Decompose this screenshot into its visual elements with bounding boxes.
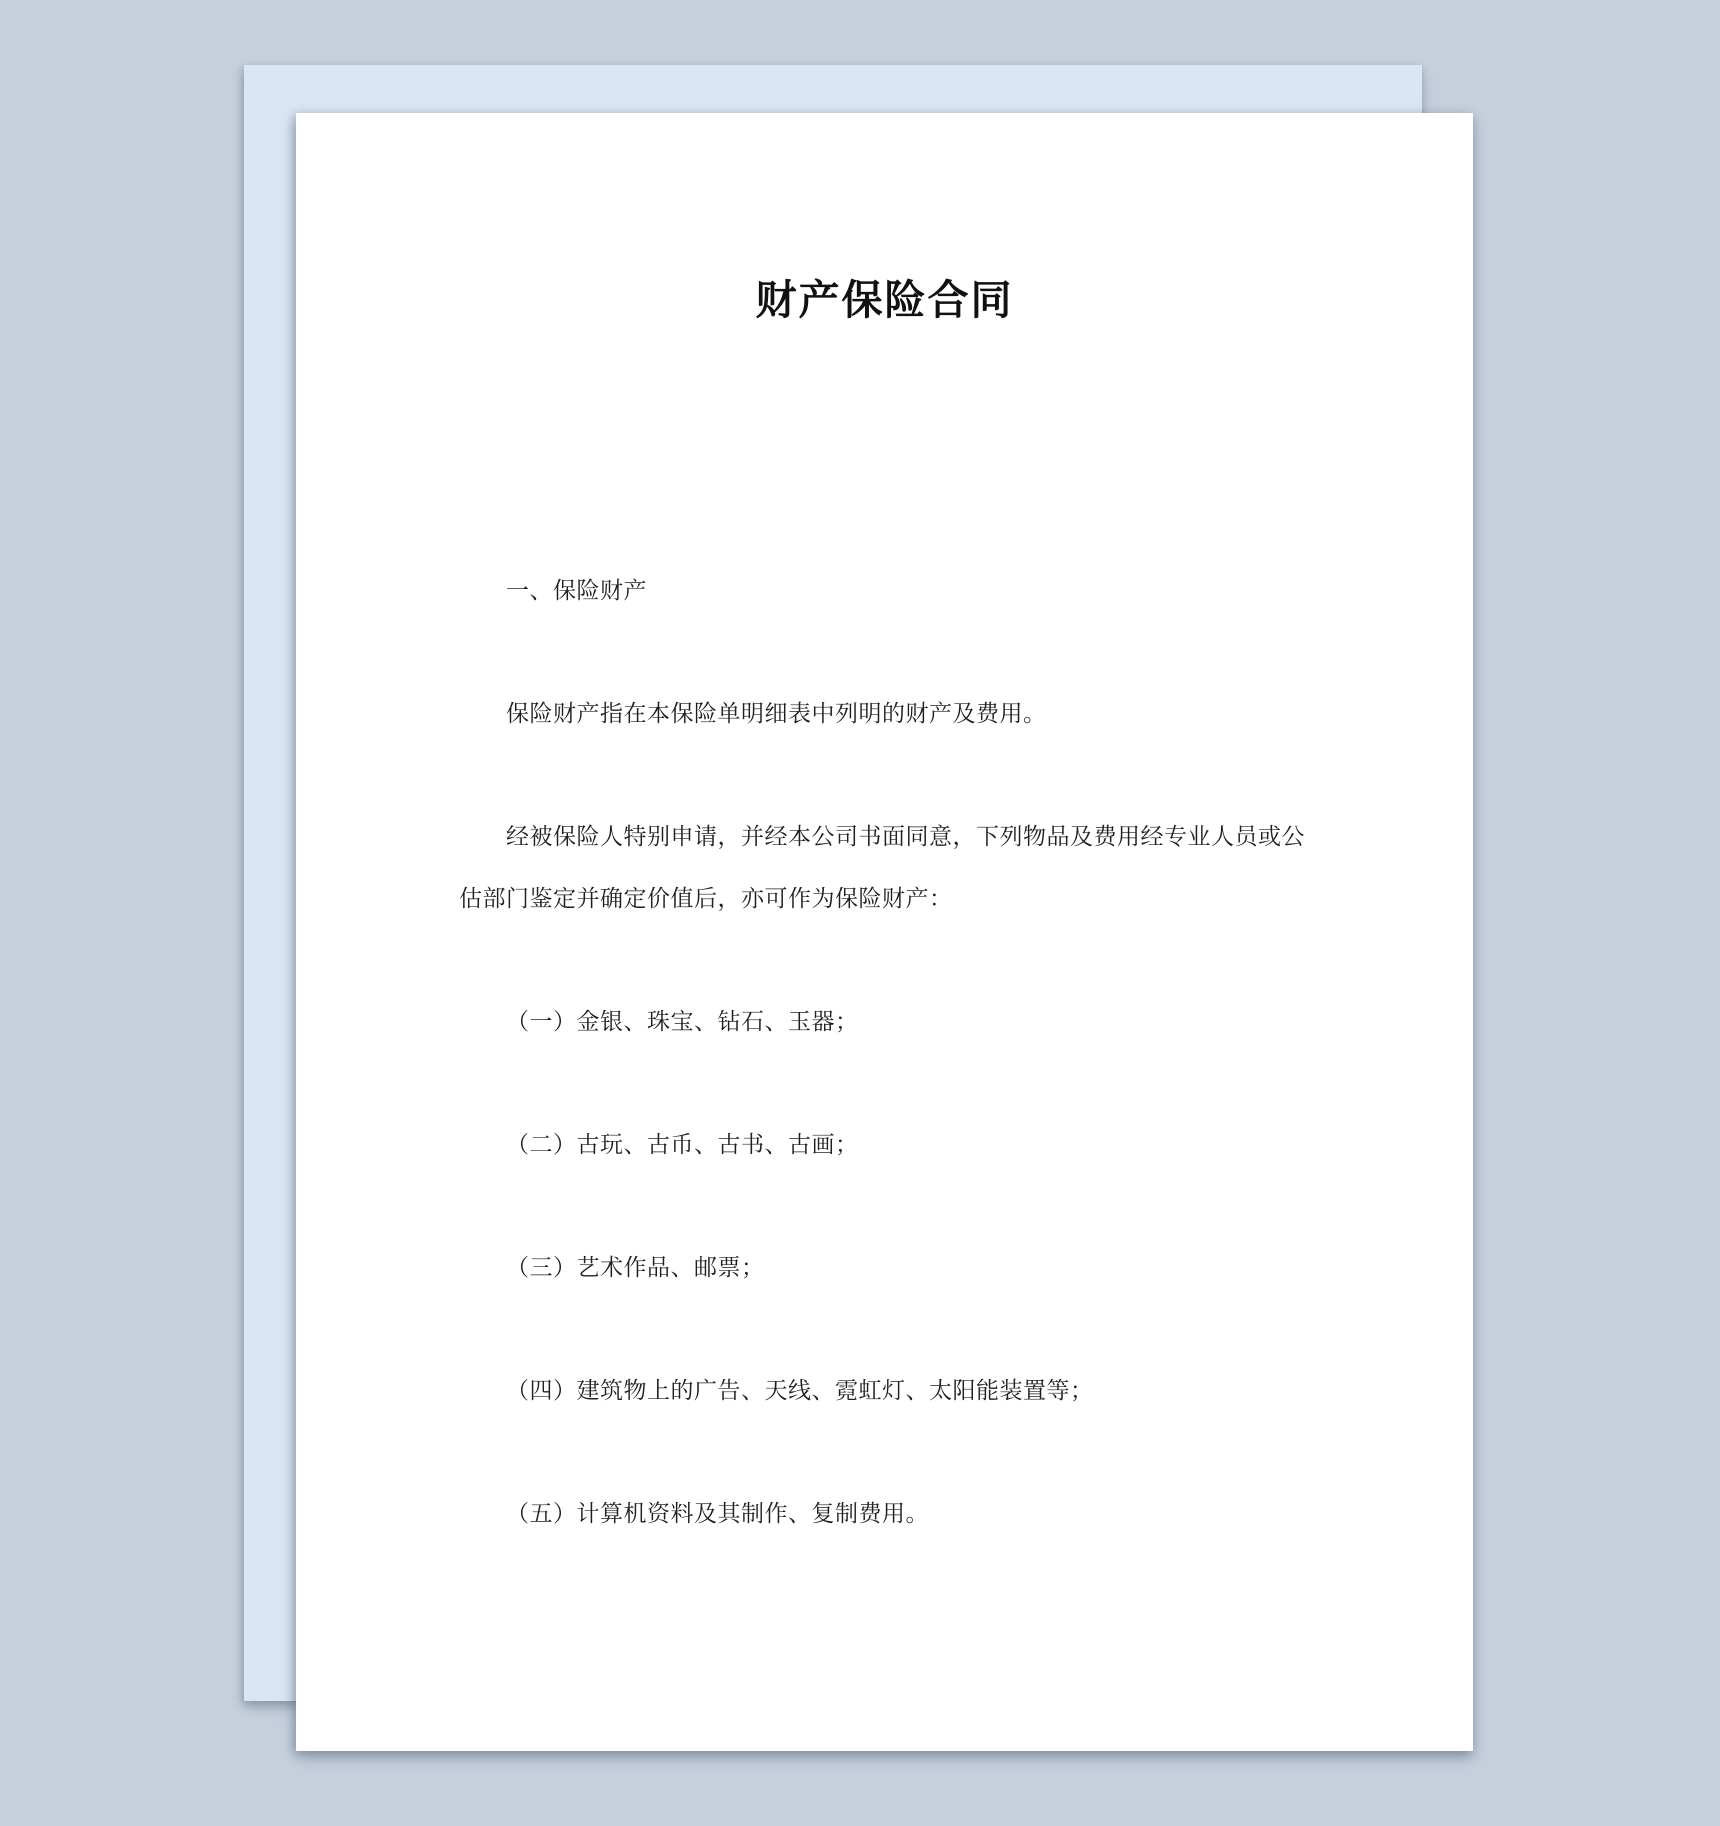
paragraph <box>459 1360 1310 1422</box>
paragraph-line-first: （二）古玩、古币、古书、古画； <box>506 1132 859 1157</box>
document-page <box>296 113 1473 1751</box>
paragraph <box>459 1483 1310 1545</box>
paragraph <box>459 1114 1310 1176</box>
paragraph <box>459 991 1310 1053</box>
paragraph-line-first: 一、保险财产 <box>506 578 647 603</box>
document-title: 财产保险合同 <box>755 277 1014 323</box>
paragraph-line-first: （五）计算机资料及其制作、复制费用。 <box>506 1501 929 1526</box>
paragraph-line-first: 保险财产指在本保险单明细表中列明的财产及费用。 <box>506 701 1047 726</box>
paragraph-line-first: （一）金银、珠宝、钻石、玉器； <box>506 1009 859 1034</box>
paragraph <box>459 560 1310 622</box>
document-body <box>459 560 1310 1545</box>
paragraph <box>459 1237 1310 1299</box>
paragraph-line: 估部门鉴定并确定价值后，亦可作为保险财产： <box>459 886 953 911</box>
paragraph <box>459 806 1310 930</box>
paragraph <box>459 683 1310 745</box>
paragraph-line-first: （三）艺术作品、邮票； <box>506 1255 765 1280</box>
paragraph-line-first: （四）建筑物上的广告、天线、霓虹灯、太阳能装置等； <box>506 1378 1094 1403</box>
paragraph-line-first: 经被保险人特别申请，并经本公司书面同意，下列物品及费用经专业人员或公 <box>506 824 1305 849</box>
